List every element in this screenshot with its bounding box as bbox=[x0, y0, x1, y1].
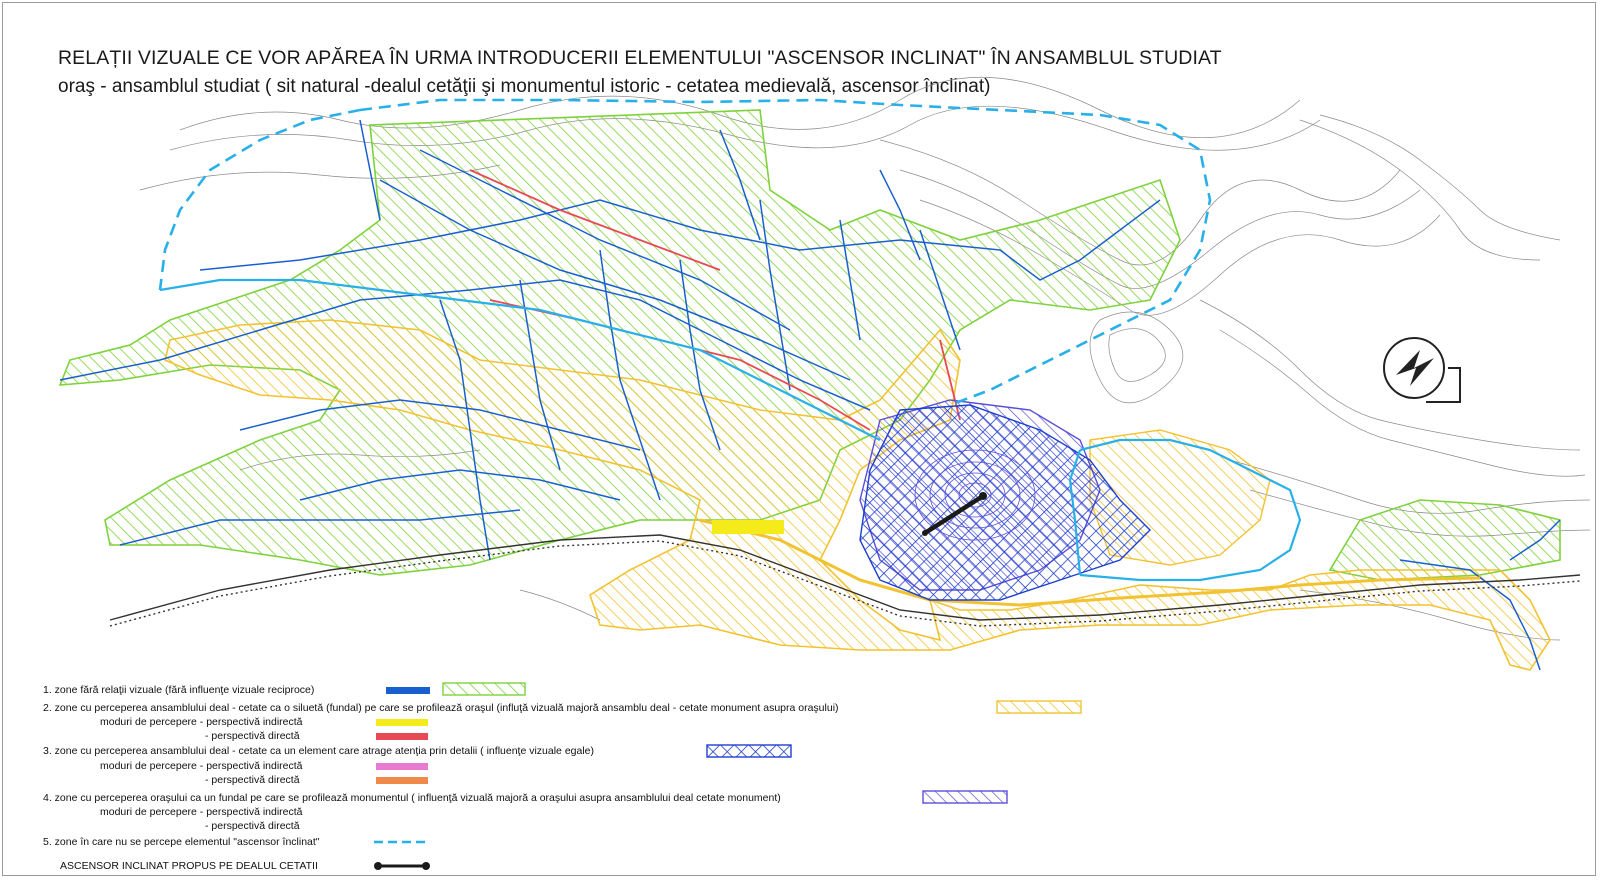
legend-swatch-indirect-yellow bbox=[376, 719, 428, 726]
legend-swatch-direct-red bbox=[376, 733, 428, 740]
legend-item-3-label: 3. zone cu perceperea ansamblului deal - cetate ca un element care atrage atenţia prin detalii ( influenţe vizuale egale) bbox=[43, 745, 595, 757]
legend-swatch-no-relation-hatch bbox=[442, 682, 526, 696]
legend-item-2-label: 2. zone cu perceperea ansamblului deal - cetate ca o siluetă (fundal) pe care se profilează oraşul (influţă vizuală majoră ansamblu deal - cetate monument asupra oraşului) bbox=[43, 702, 839, 714]
legend-item-3b-label: - perspectivă directă bbox=[205, 774, 300, 786]
zone-detail-attraction bbox=[860, 405, 1150, 600]
legend-item-1-label: 1. zone fără relaţii vizuale (fără influenţe vizuale reciproce) bbox=[43, 684, 315, 696]
station-block bbox=[712, 520, 784, 534]
legend-item-6-label: ASCENSOR INCLINAT PROPUS PE DEALUL CETATII bbox=[60, 860, 318, 872]
legend-swatch-direct-orange bbox=[376, 777, 428, 784]
legend-swatch-town-background-hatch bbox=[922, 790, 1008, 804]
legend-item-5-label: 5. zone în care nu se percepe elementul "ascensor înclinat" bbox=[43, 836, 320, 848]
ascensor-top-station[interactable] bbox=[979, 492, 987, 500]
legend-item-2b-label: - perspectivă directă bbox=[205, 730, 300, 742]
legend-item-2a-label: moduri de percepere - perspectivă indirectă bbox=[100, 716, 303, 728]
map-subtitle: oraş - ansamblul studiat ( sit natural -dealul cetăţii şi monumentul istoric - cetatea medievală, ascensor înclinat) bbox=[58, 76, 991, 97]
legend-item-3a-label: moduri de percepere - perspectivă indirectă bbox=[100, 760, 303, 772]
legend-swatch-silhouette-hatch bbox=[996, 700, 1082, 714]
map-title: RELAȚII VIZUALE CE VOR APĂREA ÎN URMA INTRODUCERII ELEMENTULUI "ASCENSOR INCLINAT" ÎN ANSAMBLUL STUDIAT bbox=[58, 47, 1222, 69]
legend-item-4-label: 4. zone cu perceperea oraşului ca un fundal pe care se profilează monumentul ( influenţă vizuală majoră a oraşului asupra ansamblului deal cetate monument) bbox=[43, 792, 781, 804]
legend-item-4a-label: moduri de percepere - perspectivă indirectă bbox=[100, 806, 303, 818]
legend-swatch-not-perceived-dashed bbox=[372, 838, 432, 846]
legend-swatch-no-relation-line bbox=[386, 687, 430, 694]
legend-item-4b-label: - perspectivă directă bbox=[205, 820, 300, 832]
legend-swatch-detail-crosshatch bbox=[706, 744, 792, 758]
north-arrow-icon bbox=[1384, 338, 1460, 402]
legend-swatch-indirect-pink bbox=[376, 763, 428, 770]
ascensor-bottom-station[interactable] bbox=[922, 530, 928, 536]
legend-swatch-ascensor bbox=[372, 860, 432, 872]
